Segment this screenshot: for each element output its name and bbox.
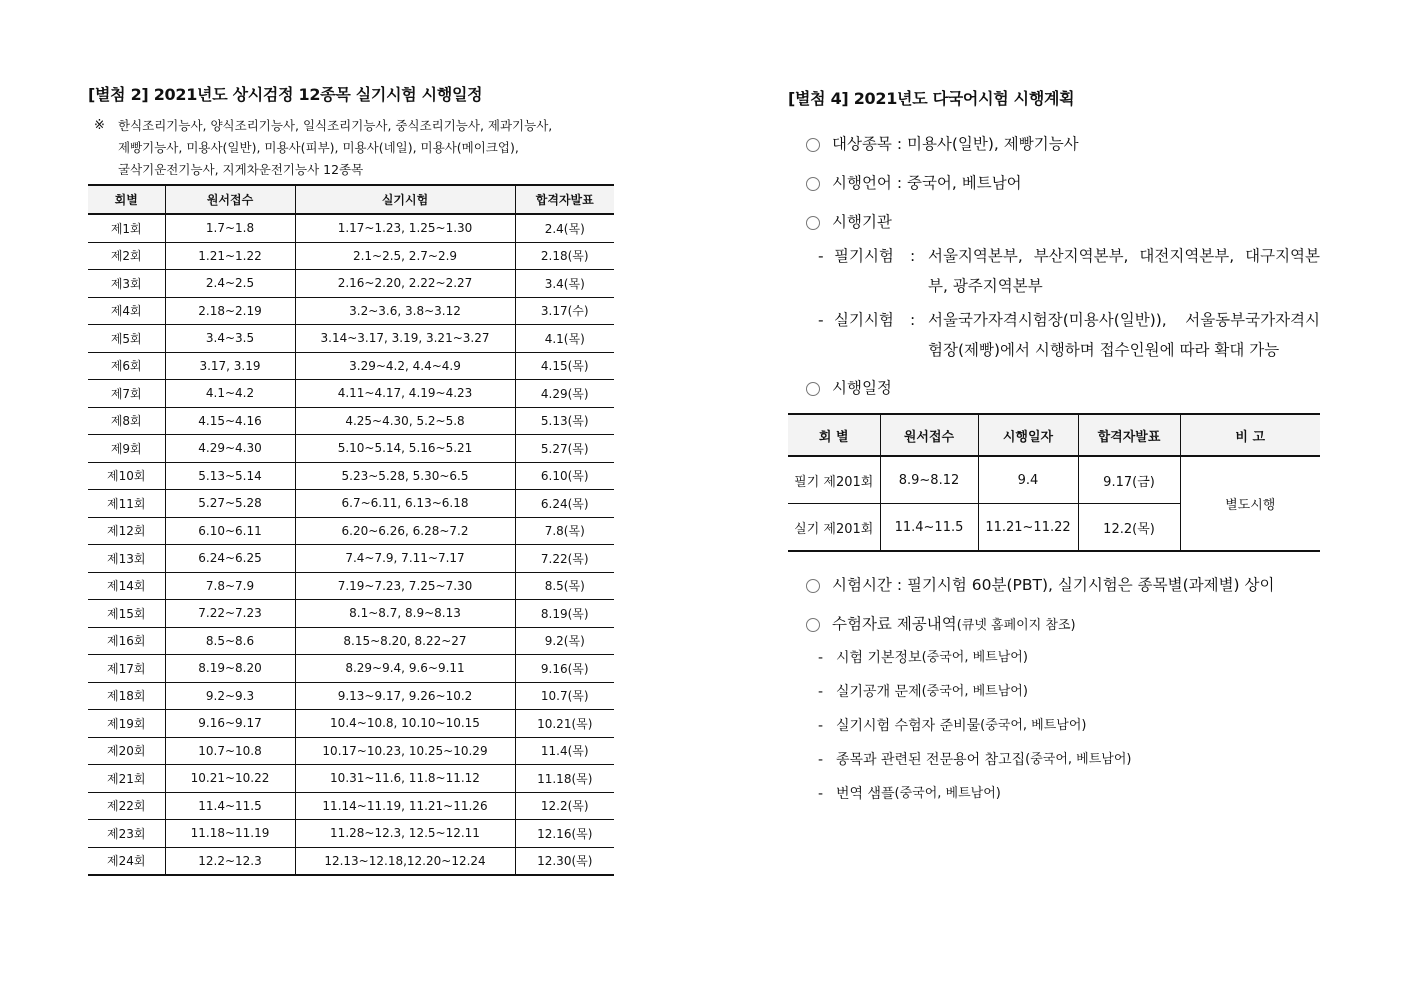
circle-bullet-icon xyxy=(806,177,820,191)
table-row xyxy=(88,792,614,820)
cell-practical-exam: 6.20~6.26, 6.28~7.2 xyxy=(295,517,515,545)
cell-round: 제22회 xyxy=(88,792,165,820)
note-mark: ※ xyxy=(94,118,105,133)
cell-round: 필기 제201회 xyxy=(788,456,880,504)
dash: - xyxy=(818,752,824,768)
cell-application: 8.19~8.20 xyxy=(165,655,295,683)
table-row xyxy=(88,737,614,765)
right-page xyxy=(788,86,1320,811)
language-item: 시행언어 : 중국어, 베트남어 xyxy=(788,168,1320,198)
cell-result: 10.21(목) xyxy=(515,710,614,738)
cell-application: 1.21~1.22 xyxy=(165,242,295,270)
cell-application: 8.5~8.6 xyxy=(165,627,295,655)
table-header-row xyxy=(88,185,614,214)
cell-practical-exam: 10.31~11.6, 11.8~11.12 xyxy=(295,765,515,793)
dash: - xyxy=(818,718,824,734)
dash: - xyxy=(818,684,824,700)
colon: : xyxy=(910,311,916,329)
right-title: [별첨 4] 2021년도 다국어시험 시행계획 xyxy=(788,89,1075,108)
cell-result: 9.16(목) xyxy=(515,655,614,683)
cell-result: 3.4(목) xyxy=(515,270,614,298)
cell-practical-exam: 8.1~8.7, 8.9~8.13 xyxy=(295,600,515,628)
cell-round: 제24회 xyxy=(88,847,165,875)
material-title: 시험 기본정보 xyxy=(836,650,922,666)
table-row xyxy=(88,462,614,490)
cell-application: 8.9~8.12 xyxy=(880,456,978,504)
left-page xyxy=(88,82,614,876)
cell-application: 9.16~9.17 xyxy=(165,710,295,738)
table-row xyxy=(88,214,614,242)
cell-application: 6.10~6.11 xyxy=(165,517,295,545)
cell-result: 4.1(목) xyxy=(515,325,614,353)
cell-round: 제2회 xyxy=(88,242,165,270)
material-languages: (중국어, 베트남어) xyxy=(894,786,1001,801)
cell-round: 제15회 xyxy=(88,600,165,628)
table-row xyxy=(88,545,614,573)
cell-round: 제20회 xyxy=(88,737,165,765)
cell-application: 3.4~3.5 xyxy=(165,325,295,353)
cell-application: 5.13~5.14 xyxy=(165,462,295,490)
table-row xyxy=(88,407,614,435)
materials-reference: (큐넷 홈페이지 참조) xyxy=(956,618,1076,633)
agency-item: 시행기관 xyxy=(788,207,1320,237)
table-row xyxy=(88,710,614,738)
materials-heading: 수험자료 제공내역 xyxy=(832,615,957,633)
cell-application: 10.21~10.22 xyxy=(165,765,295,793)
circle-bullet-icon xyxy=(806,382,820,396)
cell-round: 제9회 xyxy=(88,435,165,463)
table-row xyxy=(88,325,614,353)
cell-round: 제19회 xyxy=(88,710,165,738)
materials-list xyxy=(788,641,1320,811)
table-row xyxy=(88,490,614,518)
cell-application: 11.18~11.19 xyxy=(165,820,295,848)
cell-practical-exam: 11.28~12.3, 12.5~12.11 xyxy=(295,820,515,848)
material-languages: (중국어, 베트남어) xyxy=(1025,752,1132,767)
cell-application: 7.8~7.9 xyxy=(165,572,295,600)
cell-round: 제5회 xyxy=(88,325,165,353)
cell-result: 6.10(목) xyxy=(515,462,614,490)
cell-result: 12.2(목) xyxy=(1078,504,1180,552)
cell-result: 2.18(목) xyxy=(515,242,614,270)
cell-application: 11.4~11.5 xyxy=(165,792,295,820)
header-exam-date: 시행일자 xyxy=(978,414,1078,456)
left-title: [별첨 2] 2021년도 상시검정 12종목 실기시험 시행일정 xyxy=(88,85,483,104)
note-line-2: 제빵기능사, 미용사(일반), 미용사(피부), 미용사(네일), 미용사(메이크업), xyxy=(118,140,519,155)
cell-result: 7.8(목) xyxy=(515,517,614,545)
material-item xyxy=(788,709,1320,743)
practical-label: 실기시험 xyxy=(834,311,894,329)
cell-round: 제23회 xyxy=(88,820,165,848)
cell-application: 4.15~4.16 xyxy=(165,407,295,435)
exam-time-item: 시험시간 : 필기시험 60분(PBT), 실기시험은 종목별(과제별) 상이 xyxy=(788,570,1320,600)
material-title: 번역 샘플 xyxy=(836,786,895,802)
circle-bullet-icon xyxy=(806,618,820,632)
cell-practical-exam: 12.13~12.18,12.20~12.24 xyxy=(295,847,515,875)
cell-practical-exam: 8.15~8.20, 8.22~27 xyxy=(295,627,515,655)
cell-result: 9.17(금) xyxy=(1078,456,1180,504)
header-round: 회별 xyxy=(88,185,165,214)
cell-practical-exam: 10.17~10.23, 10.25~10.29 xyxy=(295,737,515,765)
table-row xyxy=(88,517,614,545)
cell-round: 실기 제201회 xyxy=(788,504,880,552)
dash: - xyxy=(818,650,824,666)
material-item xyxy=(788,777,1320,811)
cell-round: 제8회 xyxy=(88,407,165,435)
material-title: 실기시험 수험자 준비물 xyxy=(836,718,981,734)
cell-result: 7.22(목) xyxy=(515,545,614,573)
table-header-row xyxy=(788,414,1320,456)
material-item xyxy=(788,641,1320,675)
table-row xyxy=(88,765,614,793)
table-row xyxy=(788,456,1320,504)
cell-result: 8.19(목) xyxy=(515,600,614,628)
cell-round: 제7회 xyxy=(88,380,165,408)
cell-practical-exam: 11.14~11.19, 11.21~11.26 xyxy=(295,792,515,820)
materials-item xyxy=(788,609,1320,641)
note-line-1: 한식조리기능사, 양식조리기능사, 일식조리기능사, 중식조리기능사, 제과기능사, xyxy=(118,118,553,133)
cell-result: 12.16(목) xyxy=(515,820,614,848)
cell-result: 6.24(목) xyxy=(515,490,614,518)
cell-practical-exam: 4.11~4.17, 4.19~4.23 xyxy=(295,380,515,408)
cell-application: 12.2~12.3 xyxy=(165,847,295,875)
table-row xyxy=(88,297,614,325)
cell-remarks: 별도시행 xyxy=(1180,456,1320,551)
cell-round: 제11회 xyxy=(88,490,165,518)
cell-round: 제10회 xyxy=(88,462,165,490)
dash: - xyxy=(818,247,824,265)
cell-round: 제13회 xyxy=(88,545,165,573)
cell-result: 4.15(목) xyxy=(515,352,614,380)
table-row xyxy=(88,435,614,463)
practical-exam-schedule-table xyxy=(88,184,614,876)
target-item: 대상종목 : 미용사(일반), 제빵기능사 xyxy=(788,129,1320,159)
cell-application: 10.7~10.8 xyxy=(165,737,295,765)
written-exam-agency xyxy=(788,241,1320,301)
cell-practical-exam: 7.4~7.9, 7.11~7.17 xyxy=(295,545,515,573)
material-item xyxy=(788,675,1320,709)
dash: - xyxy=(818,786,824,802)
cell-result: 4.29(목) xyxy=(515,380,614,408)
multilingual-schedule-table xyxy=(788,413,1320,552)
note-line-3: 굴삭기운전기능사, 지게차운전기능사 12종목 xyxy=(118,162,364,177)
table-row xyxy=(88,682,614,710)
cell-round: 제12회 xyxy=(88,517,165,545)
circle-bullet-icon xyxy=(806,579,820,593)
cell-practical-exam: 2.1~2.5, 2.7~2.9 xyxy=(295,242,515,270)
material-title: 종목과 관련된 전문용어 참고집 xyxy=(836,752,1026,768)
cell-result: 8.5(목) xyxy=(515,572,614,600)
cell-exam-date: 11.21~11.22 xyxy=(978,504,1078,552)
material-title: 실기공개 문제 xyxy=(836,684,922,700)
material-item xyxy=(788,743,1320,777)
cell-result: 12.30(목) xyxy=(515,847,614,875)
table-row xyxy=(88,600,614,628)
cell-practical-exam: 1.17~1.23, 1.25~1.30 xyxy=(295,214,515,242)
cell-result: 9.2(목) xyxy=(515,627,614,655)
cell-practical-exam: 9.13~9.17, 9.26~10.2 xyxy=(295,682,515,710)
header-application: 원서접수 xyxy=(880,414,978,456)
schedule-item: 시행일정 xyxy=(788,373,1320,403)
header-round: 회 별 xyxy=(788,414,880,456)
cell-result: 10.7(목) xyxy=(515,682,614,710)
practical-agencies: 서울국가자격시험장(미용사(일반)), 서울동부국가자격시험장(제빵)에서 시행하며 접수인원에 따라 확대 가능 xyxy=(928,311,1320,359)
cell-application: 4.29~4.30 xyxy=(165,435,295,463)
table-row xyxy=(88,820,614,848)
cell-application: 7.22~7.23 xyxy=(165,600,295,628)
header-result: 합격자발표 xyxy=(1078,414,1180,456)
cell-application: 1.7~1.8 xyxy=(165,214,295,242)
cell-practical-exam: 6.7~6.11, 6.13~6.18 xyxy=(295,490,515,518)
cell-round: 제17회 xyxy=(88,655,165,683)
circle-bullet-icon xyxy=(806,216,820,230)
material-languages: (중국어, 베트남어) xyxy=(921,684,1028,699)
cell-practical-exam: 3.29~4.2, 4.4~4.9 xyxy=(295,352,515,380)
cell-round: 제3회 xyxy=(88,270,165,298)
cell-application: 5.27~5.28 xyxy=(165,490,295,518)
cell-exam-date: 9.4 xyxy=(978,456,1078,504)
cell-application: 3.17, 3.19 xyxy=(165,352,295,380)
table-row xyxy=(88,847,614,875)
cell-round: 제14회 xyxy=(88,572,165,600)
cell-result: 5.27(목) xyxy=(515,435,614,463)
table-body xyxy=(88,214,614,875)
written-label: 필기시험 xyxy=(834,247,894,265)
dash: - xyxy=(818,311,824,329)
material-languages: (중국어, 베트남어) xyxy=(921,650,1028,665)
header-result: 합격자발표 xyxy=(515,185,614,214)
cell-application: 2.18~2.19 xyxy=(165,297,295,325)
circle-bullet-icon xyxy=(806,138,820,152)
cell-practical-exam: 4.25~4.30, 5.2~5.8 xyxy=(295,407,515,435)
cell-practical-exam: 5.23~5.28, 5.30~6.5 xyxy=(295,462,515,490)
cell-result: 12.2(목) xyxy=(515,792,614,820)
header-remarks: 비 고 xyxy=(1180,414,1320,456)
material-languages: (중국어, 베트남어) xyxy=(980,718,1087,733)
cell-practical-exam: 3.14~3.17, 3.19, 3.21~3.27 xyxy=(295,325,515,353)
table-row xyxy=(88,572,614,600)
cell-application: 4.1~4.2 xyxy=(165,380,295,408)
cell-practical-exam: 10.4~10.8, 10.10~10.15 xyxy=(295,710,515,738)
cell-round: 제21회 xyxy=(88,765,165,793)
cell-round: 제1회 xyxy=(88,214,165,242)
table-row xyxy=(88,352,614,380)
cell-practical-exam: 7.19~7.23, 7.25~7.30 xyxy=(295,572,515,600)
colon: : xyxy=(910,247,916,265)
cell-application: 11.4~11.5 xyxy=(880,504,978,552)
header-practical-exam: 실기시험 xyxy=(295,185,515,214)
table-row xyxy=(88,270,614,298)
cell-result: 2.4(목) xyxy=(515,214,614,242)
cell-result: 3.17(수) xyxy=(515,297,614,325)
table-row xyxy=(88,380,614,408)
cell-round: 제4회 xyxy=(88,297,165,325)
cell-practical-exam: 2.16~2.20, 2.22~2.27 xyxy=(295,270,515,298)
table-row xyxy=(88,655,614,683)
table-row xyxy=(88,242,614,270)
cell-practical-exam: 8.29~9.4, 9.6~9.11 xyxy=(295,655,515,683)
cell-application: 6.24~6.25 xyxy=(165,545,295,573)
practical-exam-agency xyxy=(788,305,1320,365)
cell-round: 제6회 xyxy=(88,352,165,380)
written-agencies: 서울지역본부, 부산지역본부, 대전지역본부, 대구지역본부, 광주지역본부 xyxy=(928,247,1320,295)
cell-application: 9.2~9.3 xyxy=(165,682,295,710)
eligible-items-note xyxy=(88,115,614,181)
header-application: 원서접수 xyxy=(165,185,295,214)
cell-practical-exam: 5.10~5.14, 5.16~5.21 xyxy=(295,435,515,463)
cell-practical-exam: 3.2~3.6, 3.8~3.12 xyxy=(295,297,515,325)
cell-round: 제18회 xyxy=(88,682,165,710)
cell-application: 2.4~2.5 xyxy=(165,270,295,298)
cell-result: 11.18(목) xyxy=(515,765,614,793)
cell-result: 5.13(목) xyxy=(515,407,614,435)
table-row xyxy=(88,627,614,655)
cell-result: 11.4(목) xyxy=(515,737,614,765)
cell-round: 제16회 xyxy=(88,627,165,655)
